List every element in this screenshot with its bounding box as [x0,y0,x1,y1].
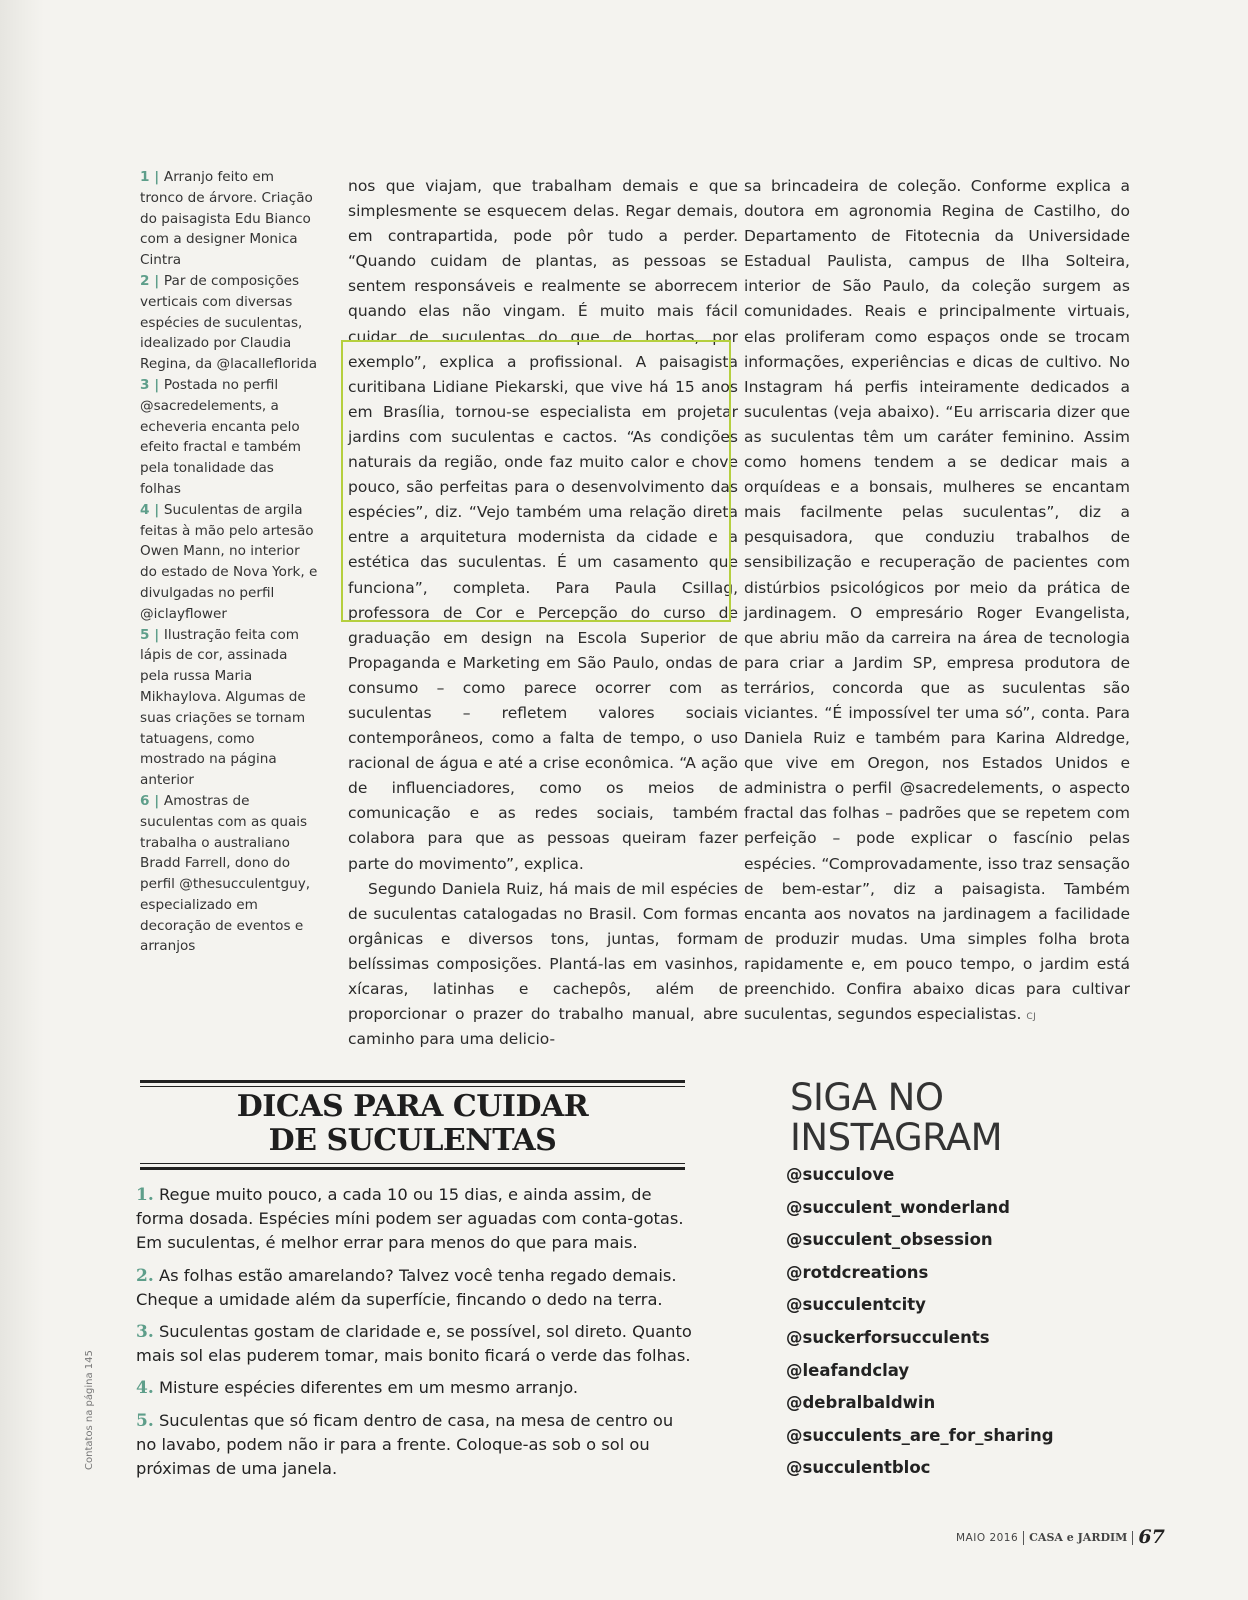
article-paragraph: sa brincadeira de coleção. Conforme explica a doutora em agronomia Regina de Castilho, do Departamento de Fitotecnia da Universidade Estadual Paulista, campus de Ilha Solteira, interior de São Paulo, da coleção surgem as comunidades. Reais e principalmente virtuais, elas proliferam como espaços onde se trocam informações, experiências e dicas de cultivo. No Instagram há perfis inteiramente dedicados a suculentas (veja abaixo). “Eu arriscaria dizer que as suculentas têm um caráter feminino. Assim como homens tendem a se dedicar mais a orquídeas e a bonsais, mulheres se encantam mais facilmente pelas suculentas”, diz a pesquisadora, que conduziu trabalhos de sensibilização e recuperação de pacientes com distúrbios psicológicos por meio da prática de jardinagem. O empresário Roger Evangelista, que abriu mão da carreira na área de tecnologia para criar a Jardim SP, empresa produtora de terrários, concorda que as suculentas são viciantes. “É impossível ter uma só”, conta. Para Daniela Ruiz e também para Karina Aldredge, que vive em Oregon, nos Estados Unidos e administra o perfil @sacredelements, o aspecto fractal das folhas – padrões que se repetem com perfeição – pode explicar o fascínio pelas espécies. “Comprovadamente, isso traz sensação de bem-estar”, diz a paisagista. Também encanta aos novatos na jardinagem a facilidade de produzir mudas. Uma simples folha brota rapidamente e, em pouco tempo, o jardim está preenchido. Confira abaixo dicas para cultivar suculentas, segundos especialistas. CJ [744,177,1130,1024]
caption-item: 2 | Par de composições verticais com diversas espécies de suculentas, idealizado por Claudia Regina, da @lacalleflorida [140,272,318,373]
instagram-handle: @succulents_are_for_sharing [786,1425,1054,1445]
instagram-handles [786,1163,1106,1489]
photo-captions [140,167,318,957]
tips-rule-bottom [140,1163,685,1170]
instagram-title: SIGA NO INSTAGRAM [790,1076,1003,1159]
caption-item: 4 | Suculentas de argila feitas à mão pelo artesão Owen Mann, no interior do estado de Nova York, e divulgadas no perfil @iclayflower [140,501,318,622]
tip-item: 2. As folhas estão amarelando? Talvez você tenha regado demais. Cheque a umidade além da superfície, fincando o dedo na terra. [136,1265,677,1309]
page-spine-shadow [0,0,44,1600]
page-footer [956,1526,1165,1548]
highlight-box [341,340,731,622]
tip-item: 4. Misture espécies diferentes em um mesmo arranjo. [136,1378,579,1399]
magazine-name: CASA e JARDIM [1029,1531,1128,1544]
tips-title: DICAS PARA CUIDAR DE SUCULENTAS [236,1089,589,1158]
caption-item: 5 | Ilustração feita com lápis de cor, assinada pela russa Maria Mikhaylova. Algumas de suas criações se tornam tatuagens, como mostrado na página anterior [140,626,306,789]
instagram-handle: @succulent_wonderland [786,1197,1010,1217]
instagram-handle: @rotdcreations [786,1262,929,1282]
tips-rule-top [140,1080,685,1087]
tip-item: 5. Suculentas que só ficam dentro de casa, na mesa de centro ou no lavabo, podem não ir para a frente. Coloque-as sob o sol ou próximas de uma janela. [136,1410,674,1479]
article-column-right [744,174,1130,1030]
instagram-handle: @debralbaldwin [786,1393,936,1413]
instagram-handle: @suckerforsucculents [786,1327,990,1347]
author-initials: CJ [1026,1012,1037,1023]
contacts-note: Contatos na página 145 [84,1350,95,1470]
article-paragraph: Segundo Daniela Ruiz, há mais de mil espécies de suculentas catalogadas no Brasil. Com formas orgânicas e diversos tons, juntas, formam belíssimas composições. Plantá-las em vasinhos, xícaras, latinhas e cachepôs, além de proporcionar o prazer do trabalho manual, abre caminho para uma delicio- [348,879,738,1049]
footer-divider [1023,1531,1024,1545]
tip-item: 1. Regue muito pouco, a cada 10 ou 15 dias, e ainda assim, de forma dosada. Espécies míni podem ser aguadas com conta-gotas. Em suculentas, é melhor errar para menos do que para mais. [136,1185,684,1253]
tip-item: 3. Suculentas gostam de claridade e, se possível, sol direto. Quanto mais sol elas puderem tomar, mais bonito ficará o verde das folhas. [136,1322,692,1366]
article-paragraph: nos que viajam, que trabalham demais e que simplesmente se esquecem delas. Regar demais, em contrapartida, pode pôr tudo a perder. “Quando cuidam de plantas, as pessoas se sentem responsáveis e realmente se aborrecem quando elas não vingam. É muito mais fácil cuidar de suculentas do que de hortas, por exemplo”, explica a profissional. A paisagista curitibana Lidiane Piekarski, que vive há 15 anos em Brasília, tornou-se especialista em projetar jardins com suculentas e cactos. “As condições naturais da região, onde faz muito calor e chove pouco, são perfeitas para o desenvolvimento das espécies”, diz. “Vejo também uma relação direta entre a arquitetura modernista da cidade e a estética das suculentas. É um casamento que funciona”, completa. Para Paula Csillag, professora de Cor e Percepção do curso de graduação em design na Escola Superior de Propaganda e Marketing em São Paulo, ondas de consumo – como parece ocorrer com as suculentas – refletem valores sociais contemporâneos, como a falta de tempo, o uso racional de água e até a crise econômica. “A ação de influenciadores, como os meios de comunicação e as redes sociais, também colabora para que as pessoas queiram fazer parte do movimento”, explica. [348,177,738,873]
footer-divider [1132,1531,1133,1545]
instagram-handle: @leafandclay [786,1360,910,1380]
caption-item: 1 | Arranjo feito em tronco de árvore. Criação do paisagista Edu Bianco com a designer Monica Cintra [140,169,313,269]
instagram-handle: @succulentbloc [786,1458,931,1478]
tips-list [136,1183,696,1489]
instagram-handle: @succulent_obsession [786,1230,993,1250]
caption-item: 3 | Postada no perfil @sacredelements, a echeveria encanta pelo efeito fractal e também pela tonalidade das folhas [140,376,302,497]
instagram-handle: @succulentcity [786,1295,926,1315]
caption-item: 6 | Amostras de suculentas com as quais trabalha o australiano Bradd Farrell, dono do perfil @thesucculentguy, especializado em decoração de eventos e arranjos [140,792,311,955]
issue-date: MAIO 2016 [956,1532,1019,1544]
instagram-handle: @succulove [786,1165,895,1184]
page-number: 67 [1138,1526,1165,1548]
